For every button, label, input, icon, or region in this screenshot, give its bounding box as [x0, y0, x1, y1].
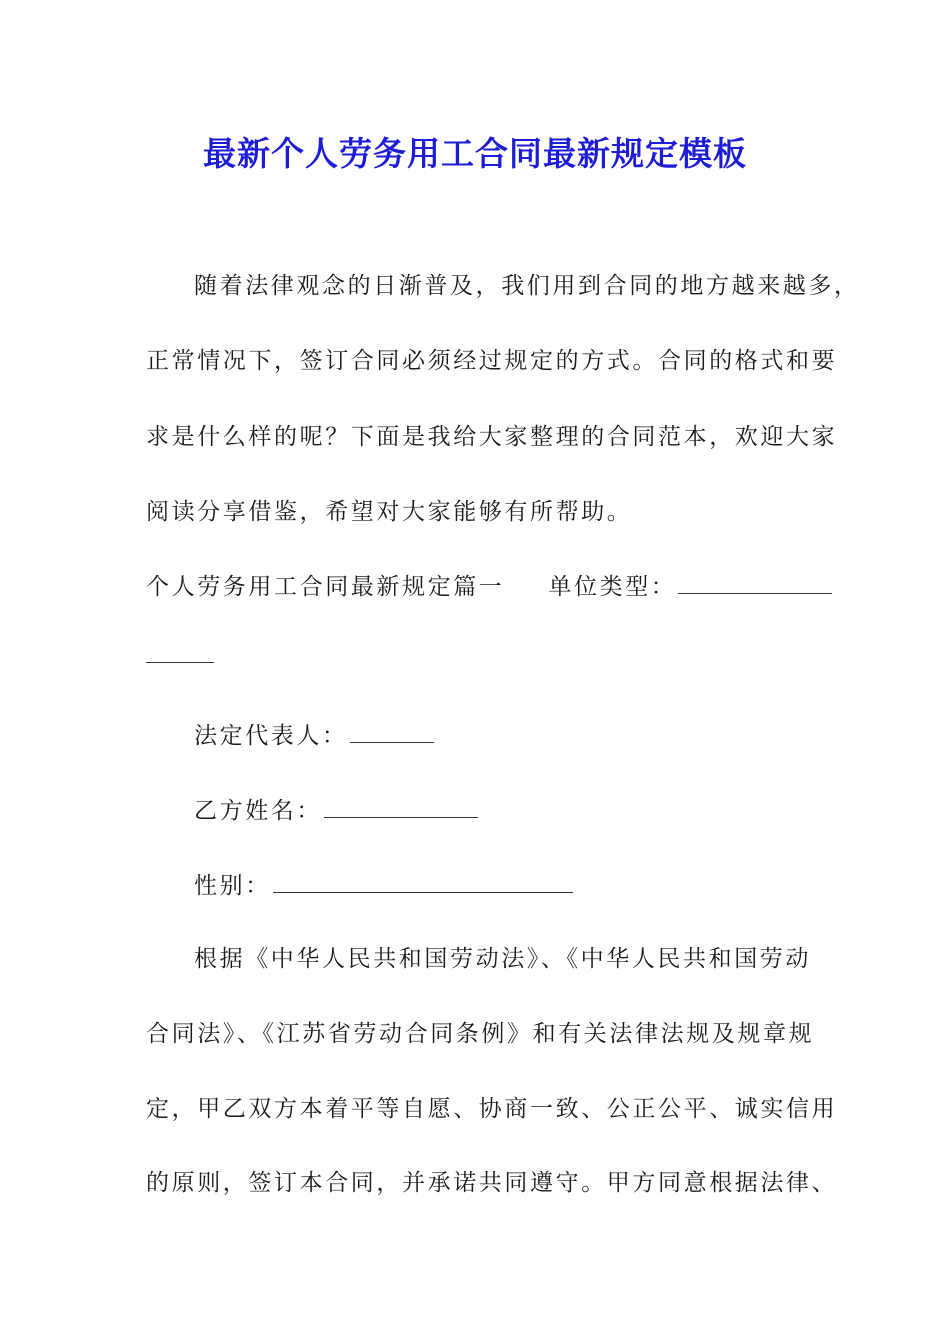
intro-line-2: 正常情况下，签订合同必须经过规定的方式。合同的格式和要 — [146, 348, 838, 374]
gender-row — [194, 870, 573, 901]
gender-blank[interactable] — [273, 870, 573, 893]
intro-line-1: 随着法律观念的日渐普及，我们用到合同的地方越来越多， — [194, 273, 860, 299]
unit-type-blank-continuation[interactable] — [146, 640, 214, 663]
document-title: 最新个人劳务用工合同最新规定模板 — [203, 134, 747, 173]
body-line-3: 定，甲乙双方本着平等自愿、协商一致、公正公平、诚实信用 — [146, 1096, 838, 1122]
party-b-name-blank[interactable] — [324, 795, 478, 818]
unit-type-blank[interactable] — [678, 571, 832, 594]
legal-rep-blank[interactable] — [350, 720, 434, 743]
intro-line-4: 阅读分享借鉴，希望对大家能够有所帮助。 — [146, 499, 633, 525]
body-line-1: 根据《中华人民共和国劳动法》、《中华人民共和国劳动 — [194, 946, 811, 972]
unit-type-blank-continuation-row — [146, 640, 214, 671]
unit-type-label: 单位类型： — [548, 574, 677, 600]
section-heading-row — [146, 571, 832, 602]
legal-rep-row — [194, 720, 434, 751]
body-line-2: 合同法》、《江苏省劳动合同条例》和有关法律法规及规章规 — [146, 1021, 815, 1047]
body-line-4: 的原则，签订本合同，并承诺共同遵守。甲方同意根据法律、 — [146, 1170, 838, 1196]
section-heading: 个人劳务用工合同最新规定篇一 — [146, 574, 505, 600]
legal-rep-label: 法定代表人： — [194, 723, 348, 749]
party-b-name-label: 乙方姓名： — [194, 798, 322, 824]
party-b-name-row — [194, 795, 478, 826]
gender-label: 性别： — [194, 873, 271, 899]
intro-line-3: 求是什么样的呢？下面是我给大家整理的合同范本，欢迎大家 — [146, 424, 838, 450]
